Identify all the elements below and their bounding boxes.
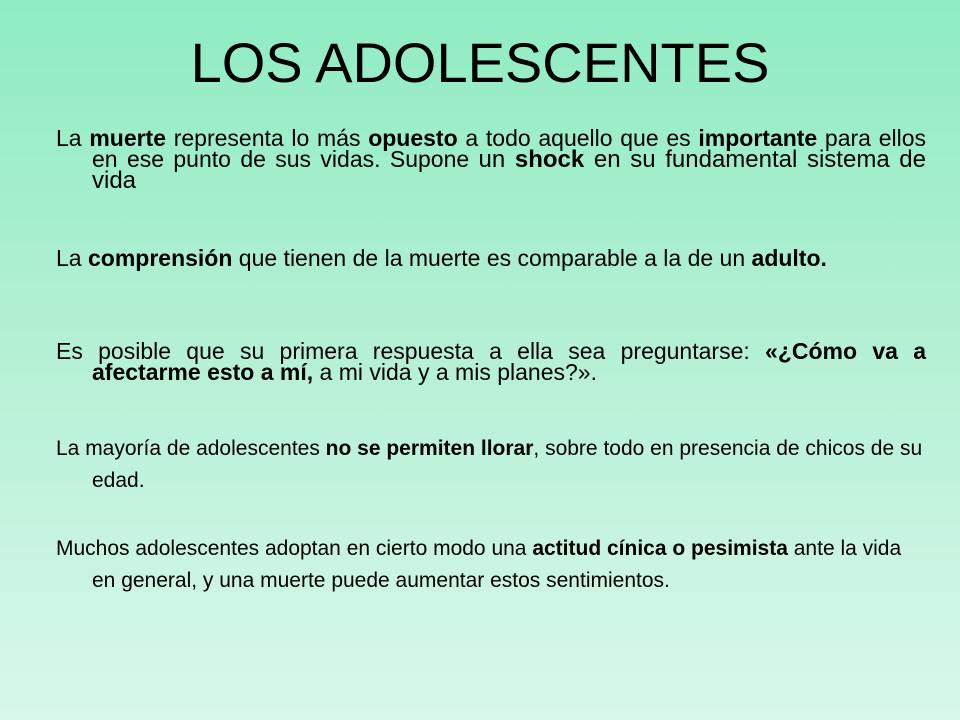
paragraph-actitud-cinica xyxy=(56,533,926,597)
text-segment: Es posible que su primera respuesta a ella sea preguntarse: xyxy=(56,338,766,364)
text-segment: Muchos adolescentes adoptan en cierto modo una xyxy=(56,537,533,560)
text-segment: , sobre todo en presencia de chicos de su edad. xyxy=(92,437,923,492)
bold-segment: no se permiten llorar xyxy=(325,437,534,460)
paragraph-muerte-opuesto xyxy=(56,125,926,194)
text-segment: que tienen de la muerte es comparable a la de un xyxy=(232,245,752,271)
text-segment: La xyxy=(56,245,88,271)
bold-segment: shock xyxy=(514,146,585,173)
bold-segment: importante xyxy=(698,125,818,151)
text-segment: La xyxy=(56,125,90,151)
text-segment: en su fundamental sistema de vida xyxy=(92,146,926,194)
paragraph-primera-respuesta xyxy=(56,338,926,385)
slide-title: LOS ADOLESCENTES xyxy=(190,31,770,94)
text-segment: un xyxy=(478,146,515,173)
text-segment: representa lo más xyxy=(166,125,369,151)
paragraph-no-llorar xyxy=(56,433,926,497)
bold-segment: «¿Cómo va a afectarme esto a mí, xyxy=(92,338,926,385)
bold-segment: adulto. xyxy=(751,245,827,271)
bold-segment: opuesto xyxy=(368,125,458,151)
text-segment: a mi vida y a mis planes?». xyxy=(313,359,597,385)
text-segment: La mayoría de adolescentes xyxy=(56,437,326,460)
paragraph-comprension xyxy=(56,245,926,271)
text-segment: a todo aquello que es xyxy=(457,125,699,151)
text-segment: para ellos en ese punto de sus vidas. Supone xyxy=(92,125,926,172)
bold-segment: muerte xyxy=(89,125,167,151)
text-segment: ante la vida en general, y una muerte puede aumentar estos sentimientos. xyxy=(92,537,902,592)
bold-segment: actitud cínica o pesimista xyxy=(532,537,788,560)
bold-segment: comprensión xyxy=(87,245,233,271)
